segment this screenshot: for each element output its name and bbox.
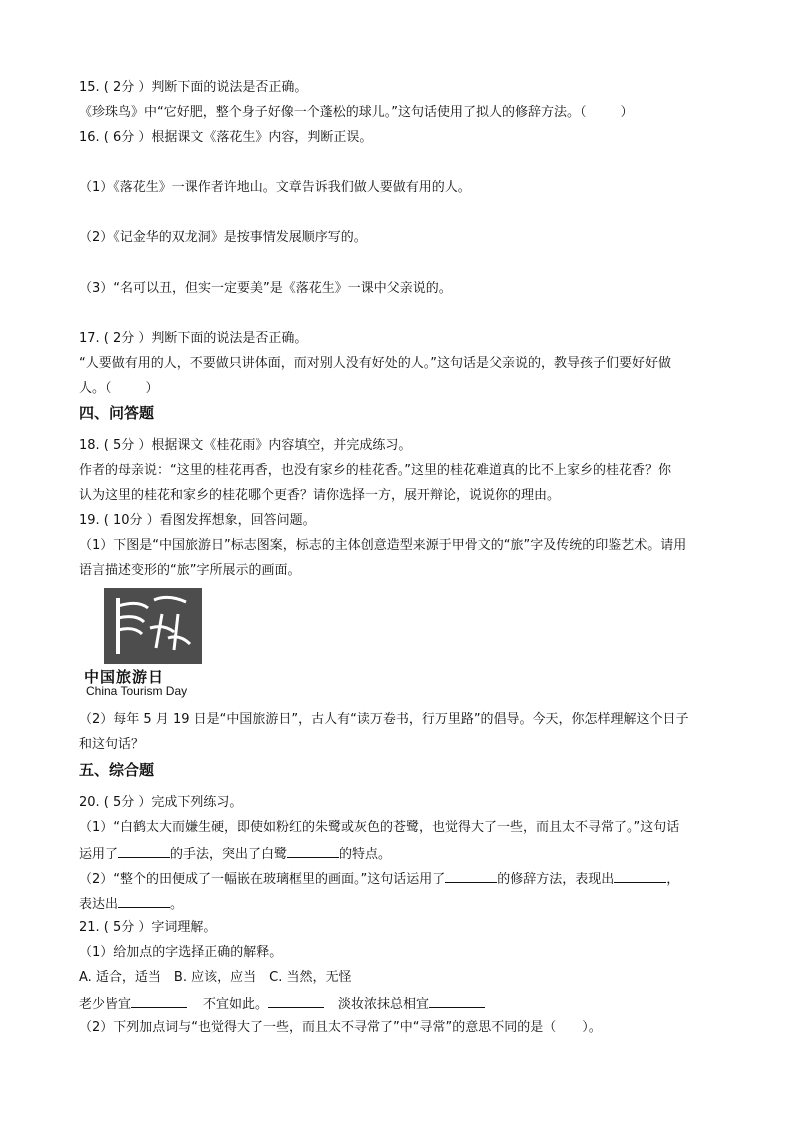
q21-options: A. 适合，适当 B. 应该，应当 C. 当然，无怪	[79, 970, 352, 985]
q21-word-blanks: 老少皆宜 不宜如此。 淡妆浓抹总相宜	[79, 994, 485, 1014]
answer-blank[interactable]	[268, 994, 324, 1008]
section-heading-5: 五、综合题	[79, 761, 155, 779]
china-tourism-day-logo	[82, 588, 232, 700]
q18-text-line-1: 作者的母亲说：“这里的桂花再香，也没有家乡的桂花香。”这里的桂花难道真的比不上家乡的桂花香？你	[79, 463, 671, 478]
section-heading-4: 四、问答题	[79, 404, 155, 422]
q20-heading: 20. ( 5分 ）完成下列练习。	[79, 795, 243, 810]
q20-item-1-line-2: 运用了 的手法，突出了白鹭 的特点。	[79, 844, 391, 864]
q21-item-1: （1）给加点的字选择正确的解释。	[79, 945, 283, 960]
answer-blank[interactable]	[118, 894, 170, 908]
q20-item-2-line-2: 表达出 。	[79, 894, 183, 914]
q17-statement-line-2: 人。（ ）	[79, 381, 159, 396]
q16-item-3: （3）“名可以丑，但实一定要美”是《落花生》一课中父亲说的。	[79, 281, 452, 296]
q15-statement: 《珍珠鸟》中“它好肥，整个身子好像一个蓬松的球儿。”这句话使用了拟人的修辞方法。（ ）	[79, 105, 634, 120]
q16-item-1: （1）《落花生》一课作者许地山。文章告诉我们做人要做有用的人。	[79, 180, 471, 195]
answer-blank[interactable]	[429, 994, 485, 1008]
q19-item-2-line-1: （2）每年 5 月 19 日是“中国旅游日”，古人有“读万卷书，行万里路”的倡导。今天，你怎样理解这个日子	[79, 712, 689, 727]
q15-heading: 15. ( 2分 ）判断下面的说法是否正确。	[79, 80, 308, 95]
logo-english-text: China Tourism Day	[86, 684, 188, 698]
q21-heading: 21. ( 5分 ）字词理解。	[79, 920, 217, 935]
seal-icon	[104, 588, 202, 664]
q20-item-1-line-1: （1）“白鹤太大而嫌生硬，即使如粉红的朱鹭或灰色的苍鹭，也觉得大了一些，而且太不寻常了。”这句话	[79, 820, 680, 835]
q16-heading: 16. ( 6分 ）根据课文《落花生》内容，判断正误。	[79, 130, 373, 145]
q19-item-1-line-2: 语言描述变形的“旅”字所展示的画面。	[79, 563, 301, 578]
q19-item-1-line-1: （1）下图是“中国旅游日”标志图案，标志的主体创意造型来源于甲骨文的“旅”字及传统的印鉴艺术。请用	[79, 538, 687, 553]
answer-blank[interactable]	[614, 869, 666, 883]
q20-item-2-line-1: （2）“整个的田便成了一幅嵌在玻璃框里的画面。”这句话运用了 的修辞方法，表现出 ，	[79, 869, 679, 889]
answer-blank[interactable]	[118, 844, 170, 858]
answer-blank[interactable]	[131, 994, 187, 1008]
q21-item-2: （2）下列加点词与“也觉得大了一些，而且太不寻常了”中“寻常”的意思不同的是（ ）。	[79, 1020, 602, 1035]
q17-heading: 17. ( 2分 ）判断下面的说法是否正确。	[79, 331, 308, 346]
q18-heading: 18. ( 5分 ）根据课文《桂花雨》内容填空，并完成练习。	[79, 438, 412, 453]
q18-text-line-2: 认为这里的桂花和家乡的桂花哪个更香？请你选择一方，展开辩论，说说你的理由。	[79, 488, 561, 503]
q17-statement-line-1: “人要做有用的人，不要做只讲体面，而对别人没有好处的人。”这句话是父亲说的，教导孩子们要好好做	[79, 356, 671, 371]
answer-blank[interactable]	[445, 869, 497, 883]
logo-chinese-text: 中国旅游日	[84, 668, 165, 686]
lv-character-glyph	[104, 588, 202, 664]
q16-item-2: （2）《记金华的双龙洞》是按事情发展顺序写的。	[79, 230, 367, 245]
q19-heading: 19. ( 10分 ）看图发挥想象，回答问题。	[79, 513, 316, 528]
answer-blank[interactable]	[287, 844, 339, 858]
q19-item-2-line-2: 和这句话？	[79, 737, 145, 752]
